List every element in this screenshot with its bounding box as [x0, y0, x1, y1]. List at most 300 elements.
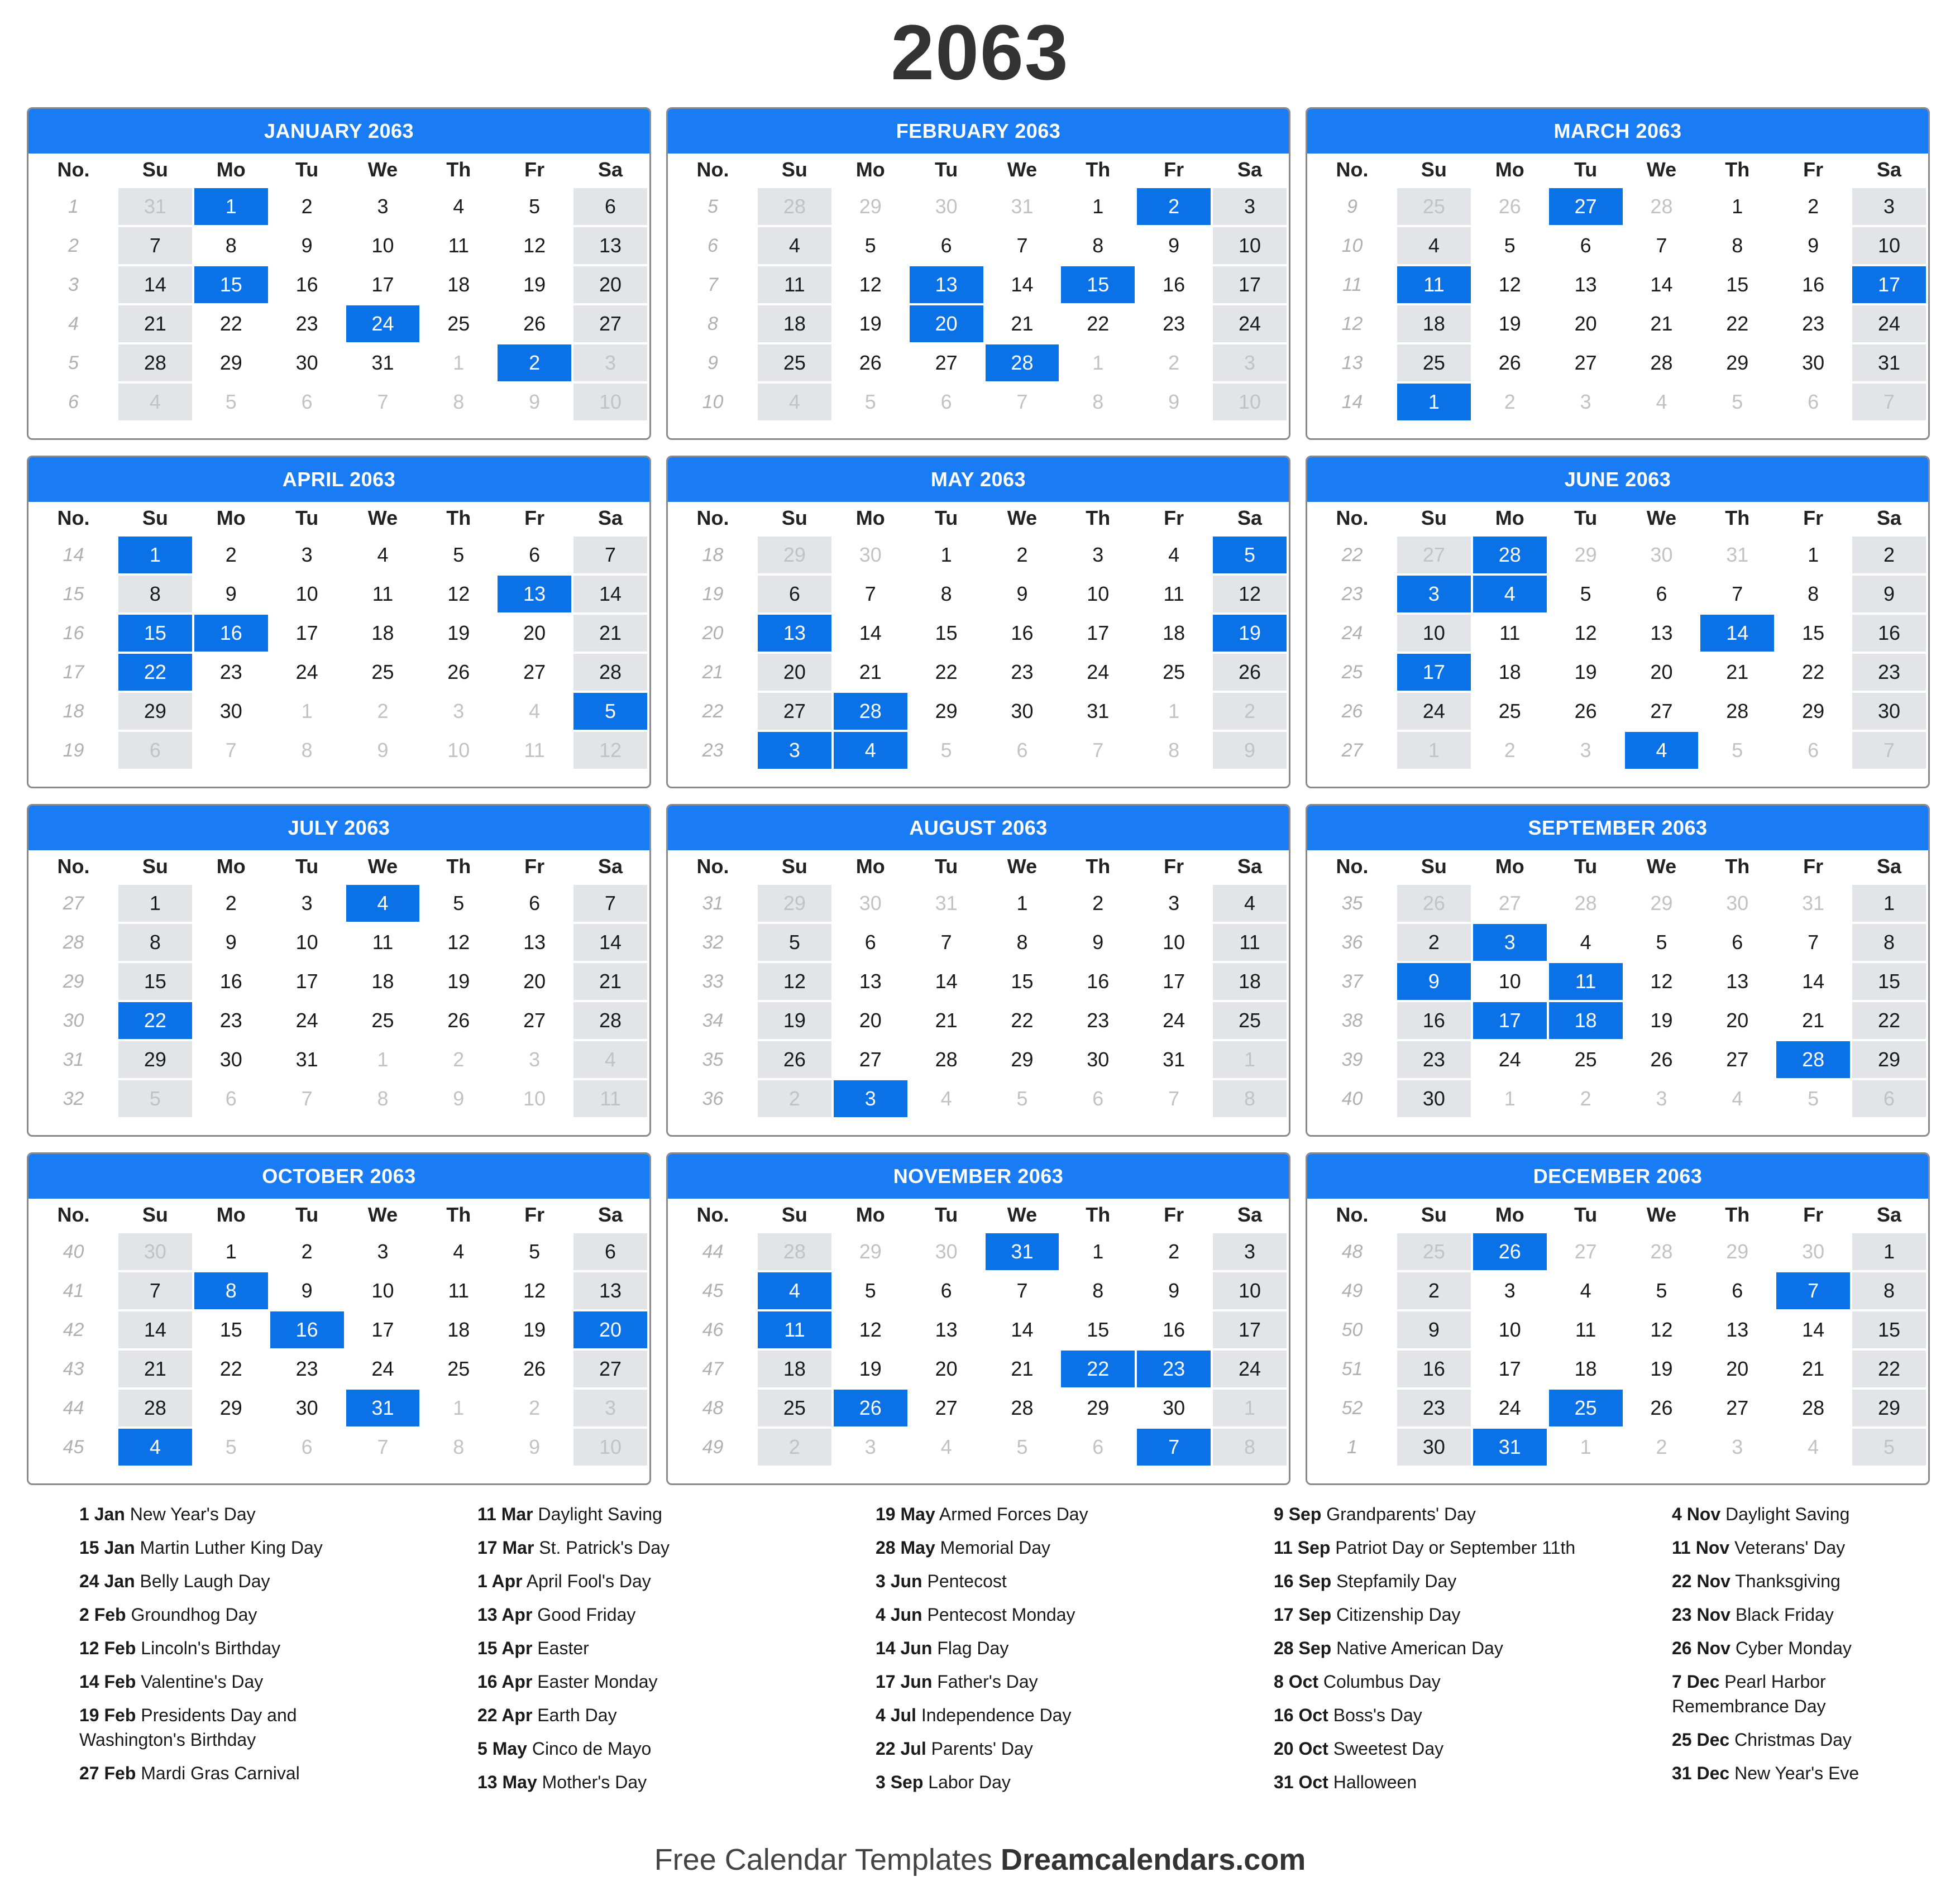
day-cell[interactable]: 24 [1472, 1389, 1548, 1428]
day-cell[interactable]: 14 [572, 574, 648, 614]
day-cell[interactable]: 31 [1136, 1040, 1212, 1079]
day-cell[interactable]: 29 [1060, 1389, 1136, 1428]
day-cell[interactable]: 1 [269, 692, 345, 731]
day-cell[interactable]: 3 [757, 731, 833, 770]
day-cell[interactable]: 10 [345, 226, 421, 265]
day-cell[interactable]: 7 [1699, 574, 1775, 614]
day-cell[interactable]: 5 [1851, 1428, 1927, 1467]
day-cell[interactable]: 30 [193, 692, 269, 731]
day-cell[interactable]: 2 [1624, 1428, 1700, 1467]
day-cell[interactable]: 23 [269, 1349, 345, 1389]
day-cell[interactable]: 4 [496, 692, 572, 731]
day-cell[interactable]: 5 [1624, 1271, 1700, 1310]
day-cell[interactable]: 10 [572, 1428, 648, 1467]
day-cell[interactable]: 26 [1624, 1389, 1700, 1428]
day-cell[interactable]: 1 [1548, 1428, 1624, 1467]
day-cell[interactable]: 4 [117, 382, 193, 422]
day-cell[interactable]: 28 [1624, 1232, 1700, 1271]
day-cell[interactable]: 4 [1699, 1079, 1775, 1118]
day-cell[interactable]: 4 [1396, 226, 1472, 265]
day-cell[interactable]: 4 [833, 731, 909, 770]
day-cell[interactable]: 1 [1699, 187, 1775, 226]
day-cell[interactable]: 15 [193, 265, 269, 304]
day-cell[interactable]: 7 [117, 226, 193, 265]
day-cell[interactable]: 16 [193, 962, 269, 1001]
day-cell[interactable]: 23 [1136, 1349, 1212, 1389]
day-cell[interactable]: 24 [269, 653, 345, 692]
day-cell[interactable]: 29 [117, 1040, 193, 1079]
day-cell[interactable]: 30 [1699, 884, 1775, 923]
day-cell[interactable]: 5 [193, 1428, 269, 1467]
day-cell[interactable]: 17 [1136, 962, 1212, 1001]
day-cell[interactable]: 28 [1472, 535, 1548, 574]
day-cell[interactable]: 9 [193, 574, 269, 614]
day-cell[interactable]: 3 [1212, 1232, 1288, 1271]
day-cell[interactable]: 8 [1060, 226, 1136, 265]
day-cell[interactable]: 9 [269, 226, 345, 265]
day-cell[interactable]: 16 [1851, 614, 1927, 653]
day-cell[interactable]: 14 [117, 265, 193, 304]
day-cell[interactable]: 18 [420, 265, 496, 304]
day-cell[interactable]: 10 [1212, 382, 1288, 422]
day-cell[interactable]: 26 [1212, 653, 1288, 692]
day-cell[interactable]: 13 [757, 614, 833, 653]
day-cell[interactable]: 22 [1060, 1349, 1136, 1389]
day-cell[interactable]: 6 [269, 1428, 345, 1467]
day-cell[interactable]: 9 [345, 731, 421, 770]
day-cell[interactable]: 16 [984, 614, 1060, 653]
day-cell[interactable]: 27 [833, 1040, 909, 1079]
day-cell[interactable]: 12 [757, 962, 833, 1001]
day-cell[interactable]: 1 [420, 343, 496, 382]
day-cell[interactable]: 20 [572, 1310, 648, 1349]
day-cell[interactable]: 2 [496, 1389, 572, 1428]
day-cell[interactable]: 11 [1548, 1310, 1624, 1349]
day-cell[interactable]: 29 [117, 692, 193, 731]
day-cell[interactable]: 5 [420, 884, 496, 923]
day-cell[interactable]: 1 [1060, 187, 1136, 226]
day-cell[interactable]: 22 [1060, 304, 1136, 343]
day-cell[interactable]: 3 [496, 1040, 572, 1079]
day-cell[interactable]: 20 [572, 265, 648, 304]
day-cell[interactable]: 27 [1548, 343, 1624, 382]
day-cell[interactable]: 8 [1851, 923, 1927, 962]
day-cell[interactable]: 17 [345, 1310, 421, 1349]
day-cell[interactable]: 31 [1060, 692, 1136, 731]
day-cell[interactable]: 19 [420, 614, 496, 653]
day-cell[interactable]: 4 [757, 382, 833, 422]
day-cell[interactable]: 29 [1624, 884, 1700, 923]
day-cell[interactable]: 26 [420, 1001, 496, 1040]
day-cell[interactable]: 30 [1136, 1389, 1212, 1428]
day-cell[interactable]: 19 [496, 265, 572, 304]
day-cell[interactable]: 21 [117, 304, 193, 343]
day-cell[interactable]: 17 [1060, 614, 1136, 653]
day-cell[interactable]: 12 [1624, 962, 1700, 1001]
day-cell[interactable]: 27 [1396, 535, 1472, 574]
day-cell[interactable]: 28 [572, 653, 648, 692]
day-cell[interactable]: 24 [345, 1349, 421, 1389]
day-cell[interactable]: 26 [833, 1389, 909, 1428]
day-cell[interactable]: 12 [1472, 265, 1548, 304]
day-cell[interactable]: 8 [345, 1079, 421, 1118]
day-cell[interactable]: 20 [496, 614, 572, 653]
day-cell[interactable]: 21 [572, 614, 648, 653]
day-cell[interactable]: 15 [1060, 1310, 1136, 1349]
day-cell[interactable]: 29 [1699, 343, 1775, 382]
day-cell[interactable]: 2 [1212, 692, 1288, 731]
day-cell[interactable]: 6 [833, 923, 909, 962]
day-cell[interactable]: 13 [1548, 265, 1624, 304]
day-cell[interactable]: 17 [269, 614, 345, 653]
day-cell[interactable]: 27 [1699, 1389, 1775, 1428]
day-cell[interactable]: 25 [1548, 1389, 1624, 1428]
day-cell[interactable]: 20 [1699, 1001, 1775, 1040]
day-cell[interactable]: 28 [757, 1232, 833, 1271]
day-cell[interactable]: 20 [1548, 304, 1624, 343]
day-cell[interactable]: 1 [1775, 535, 1851, 574]
day-cell[interactable]: 7 [1136, 1428, 1212, 1467]
day-cell[interactable]: 4 [1775, 1428, 1851, 1467]
day-cell[interactable]: 2 [269, 1232, 345, 1271]
day-cell[interactable]: 10 [1472, 962, 1548, 1001]
day-cell[interactable]: 3 [1212, 187, 1288, 226]
day-cell[interactable]: 21 [1624, 304, 1700, 343]
day-cell[interactable]: 1 [1851, 884, 1927, 923]
day-cell[interactable]: 10 [269, 574, 345, 614]
day-cell[interactable]: 8 [1851, 1271, 1927, 1310]
day-cell[interactable]: 29 [1851, 1389, 1927, 1428]
day-cell[interactable]: 28 [572, 1001, 648, 1040]
day-cell[interactable]: 3 [1699, 1428, 1775, 1467]
day-cell[interactable]: 3 [345, 1232, 421, 1271]
day-cell[interactable]: 21 [1775, 1001, 1851, 1040]
day-cell[interactable]: 1 [117, 535, 193, 574]
day-cell[interactable]: 7 [984, 226, 1060, 265]
day-cell[interactable]: 19 [1548, 653, 1624, 692]
day-cell[interactable]: 12 [420, 923, 496, 962]
day-cell[interactable]: 19 [757, 1001, 833, 1040]
day-cell[interactable]: 17 [1472, 1349, 1548, 1389]
day-cell[interactable]: 13 [909, 265, 984, 304]
day-cell[interactable]: 18 [345, 962, 421, 1001]
day-cell[interactable]: 8 [117, 574, 193, 614]
day-cell[interactable]: 5 [420, 535, 496, 574]
day-cell[interactable]: 24 [1212, 1349, 1288, 1389]
day-cell[interactable]: 15 [1699, 265, 1775, 304]
day-cell[interactable]: 5 [984, 1079, 1060, 1118]
day-cell[interactable]: 7 [1775, 1271, 1851, 1310]
day-cell[interactable]: 18 [1396, 304, 1472, 343]
day-cell[interactable]: 17 [1396, 653, 1472, 692]
day-cell[interactable]: 22 [1851, 1349, 1927, 1389]
day-cell[interactable]: 17 [1851, 265, 1927, 304]
day-cell[interactable]: 1 [1060, 343, 1136, 382]
day-cell[interactable]: 8 [1212, 1428, 1288, 1467]
day-cell[interactable]: 30 [193, 1040, 269, 1079]
day-cell[interactable]: 29 [1775, 692, 1851, 731]
day-cell[interactable]: 14 [1624, 265, 1700, 304]
day-cell[interactable]: 31 [345, 1389, 421, 1428]
day-cell[interactable]: 13 [909, 1310, 984, 1349]
day-cell[interactable]: 2 [1396, 923, 1472, 962]
day-cell[interactable]: 6 [1548, 226, 1624, 265]
day-cell[interactable]: 2 [193, 535, 269, 574]
day-cell[interactable]: 19 [1472, 304, 1548, 343]
day-cell[interactable]: 5 [193, 382, 269, 422]
day-cell[interactable]: 2 [193, 884, 269, 923]
day-cell[interactable]: 10 [1472, 1310, 1548, 1349]
day-cell[interactable]: 10 [1396, 614, 1472, 653]
day-cell[interactable]: 18 [420, 1310, 496, 1349]
day-cell[interactable]: 19 [420, 962, 496, 1001]
day-cell[interactable]: 29 [757, 884, 833, 923]
day-cell[interactable]: 5 [833, 226, 909, 265]
day-cell[interactable]: 20 [1699, 1349, 1775, 1389]
day-cell[interactable]: 7 [833, 574, 909, 614]
day-cell[interactable]: 2 [1136, 1232, 1212, 1271]
day-cell[interactable]: 6 [984, 731, 1060, 770]
day-cell[interactable]: 5 [833, 382, 909, 422]
day-cell[interactable]: 31 [909, 884, 984, 923]
day-cell[interactable]: 11 [345, 923, 421, 962]
day-cell[interactable]: 4 [1212, 884, 1288, 923]
day-cell[interactable]: 23 [193, 1001, 269, 1040]
day-cell[interactable]: 16 [193, 614, 269, 653]
day-cell[interactable]: 2 [757, 1428, 833, 1467]
day-cell[interactable]: 4 [420, 1232, 496, 1271]
day-cell[interactable]: 2 [1472, 731, 1548, 770]
day-cell[interactable]: 26 [1472, 187, 1548, 226]
day-cell[interactable]: 4 [420, 187, 496, 226]
day-cell[interactable]: 5 [1699, 731, 1775, 770]
day-cell[interactable]: 4 [757, 226, 833, 265]
day-cell[interactable]: 3 [345, 187, 421, 226]
day-cell[interactable]: 20 [833, 1001, 909, 1040]
day-cell[interactable]: 15 [1775, 614, 1851, 653]
day-cell[interactable]: 3 [1624, 1079, 1700, 1118]
day-cell[interactable]: 29 [833, 187, 909, 226]
day-cell[interactable]: 18 [1548, 1001, 1624, 1040]
day-cell[interactable]: 23 [1136, 304, 1212, 343]
day-cell[interactable]: 23 [1396, 1040, 1472, 1079]
day-cell[interactable]: 11 [420, 226, 496, 265]
day-cell[interactable]: 22 [1775, 653, 1851, 692]
day-cell[interactable]: 16 [269, 1310, 345, 1349]
day-cell[interactable]: 11 [1212, 923, 1288, 962]
day-cell[interactable]: 28 [1624, 343, 1700, 382]
day-cell[interactable]: 11 [345, 574, 421, 614]
day-cell[interactable]: 9 [193, 923, 269, 962]
day-cell[interactable]: 12 [1624, 1310, 1700, 1349]
day-cell[interactable]: 25 [757, 1389, 833, 1428]
day-cell[interactable]: 7 [1060, 731, 1136, 770]
day-cell[interactable]: 7 [572, 884, 648, 923]
day-cell[interactable]: 23 [1396, 1389, 1472, 1428]
day-cell[interactable]: 5 [1212, 535, 1288, 574]
day-cell[interactable]: 27 [1624, 692, 1700, 731]
day-cell[interactable]: 26 [1548, 692, 1624, 731]
day-cell[interactable]: 11 [496, 731, 572, 770]
day-cell[interactable]: 22 [984, 1001, 1060, 1040]
day-cell[interactable]: 16 [1060, 962, 1136, 1001]
day-cell[interactable]: 14 [572, 923, 648, 962]
day-cell[interactable]: 25 [1212, 1001, 1288, 1040]
day-cell[interactable]: 24 [1060, 653, 1136, 692]
day-cell[interactable]: 3 [1548, 382, 1624, 422]
day-cell[interactable]: 28 [909, 1040, 984, 1079]
day-cell[interactable]: 27 [572, 1349, 648, 1389]
day-cell[interactable]: 9 [1396, 962, 1472, 1001]
day-cell[interactable]: 5 [1548, 574, 1624, 614]
day-cell[interactable]: 4 [1136, 535, 1212, 574]
day-cell[interactable]: 2 [269, 187, 345, 226]
day-cell[interactable]: 17 [1472, 1001, 1548, 1040]
day-cell[interactable]: 14 [1699, 614, 1775, 653]
day-cell[interactable]: 27 [1699, 1040, 1775, 1079]
day-cell[interactable]: 8 [193, 226, 269, 265]
day-cell[interactable]: 14 [909, 962, 984, 1001]
day-cell[interactable]: 16 [1136, 1310, 1212, 1349]
day-cell[interactable]: 10 [1851, 226, 1927, 265]
day-cell[interactable]: 18 [1212, 962, 1288, 1001]
day-cell[interactable]: 2 [1851, 535, 1927, 574]
day-cell[interactable]: 2 [1136, 343, 1212, 382]
day-cell[interactable]: 26 [1472, 1232, 1548, 1271]
day-cell[interactable]: 1 [1212, 1389, 1288, 1428]
day-cell[interactable]: 13 [572, 226, 648, 265]
day-cell[interactable]: 10 [420, 731, 496, 770]
day-cell[interactable]: 18 [1472, 653, 1548, 692]
day-cell[interactable]: 8 [420, 1428, 496, 1467]
day-cell[interactable]: 27 [1548, 187, 1624, 226]
day-cell[interactable]: 3 [572, 343, 648, 382]
day-cell[interactable]: 21 [572, 962, 648, 1001]
day-cell[interactable]: 15 [117, 962, 193, 1001]
footer-link[interactable]: Dreamcalendars.com [1001, 1843, 1306, 1876]
day-cell[interactable]: 3 [572, 1389, 648, 1428]
day-cell[interactable]: 24 [345, 304, 421, 343]
day-cell[interactable]: 24 [269, 1001, 345, 1040]
day-cell[interactable]: 12 [572, 731, 648, 770]
day-cell[interactable]: 21 [984, 1349, 1060, 1389]
day-cell[interactable]: 6 [1775, 731, 1851, 770]
day-cell[interactable]: 31 [269, 1040, 345, 1079]
day-cell[interactable]: 16 [269, 265, 345, 304]
day-cell[interactable]: 5 [757, 923, 833, 962]
day-cell[interactable]: 3 [1396, 574, 1472, 614]
day-cell[interactable]: 7 [345, 382, 421, 422]
day-cell[interactable]: 7 [1851, 731, 1927, 770]
day-cell[interactable]: 21 [1699, 653, 1775, 692]
day-cell[interactable]: 27 [1472, 884, 1548, 923]
day-cell[interactable]: 9 [496, 1428, 572, 1467]
day-cell[interactable]: 16 [1396, 1349, 1472, 1389]
day-cell[interactable]: 7 [1851, 382, 1927, 422]
day-cell[interactable]: 1 [1396, 382, 1472, 422]
day-cell[interactable]: 30 [909, 187, 984, 226]
day-cell[interactable]: 13 [833, 962, 909, 1001]
day-cell[interactable]: 29 [1851, 1040, 1927, 1079]
day-cell[interactable]: 22 [193, 304, 269, 343]
day-cell[interactable]: 2 [757, 1079, 833, 1118]
day-cell[interactable]: 8 [1699, 226, 1775, 265]
day-cell[interactable]: 30 [1851, 692, 1927, 731]
day-cell[interactable]: 11 [1472, 614, 1548, 653]
day-cell[interactable]: 16 [1396, 1001, 1472, 1040]
day-cell[interactable]: 4 [572, 1040, 648, 1079]
day-cell[interactable]: 12 [496, 1271, 572, 1310]
day-cell[interactable]: 28 [1699, 692, 1775, 731]
day-cell[interactable]: 3 [1212, 343, 1288, 382]
day-cell[interactable]: 31 [1472, 1428, 1548, 1467]
day-cell[interactable]: 27 [1548, 1232, 1624, 1271]
day-cell[interactable]: 4 [1624, 731, 1700, 770]
day-cell[interactable]: 7 [193, 731, 269, 770]
day-cell[interactable]: 13 [572, 1271, 648, 1310]
day-cell[interactable]: 13 [496, 923, 572, 962]
day-cell[interactable]: 24 [1396, 692, 1472, 731]
day-cell[interactable]: 6 [1851, 1079, 1927, 1118]
day-cell[interactable]: 22 [193, 1349, 269, 1389]
day-cell[interactable]: 18 [1548, 1349, 1624, 1389]
day-cell[interactable]: 10 [572, 382, 648, 422]
day-cell[interactable]: 6 [909, 226, 984, 265]
day-cell[interactable]: 2 [1775, 187, 1851, 226]
day-cell[interactable]: 29 [909, 692, 984, 731]
day-cell[interactable]: 9 [1212, 731, 1288, 770]
day-cell[interactable]: 6 [572, 187, 648, 226]
day-cell[interactable]: 10 [1212, 226, 1288, 265]
day-cell[interactable]: 26 [420, 653, 496, 692]
day-cell[interactable]: 23 [193, 653, 269, 692]
day-cell[interactable]: 20 [909, 304, 984, 343]
day-cell[interactable]: 10 [1212, 1271, 1288, 1310]
day-cell[interactable]: 25 [345, 1001, 421, 1040]
day-cell[interactable]: 9 [269, 1271, 345, 1310]
day-cell[interactable]: 14 [1775, 962, 1851, 1001]
day-cell[interactable]: 9 [420, 1079, 496, 1118]
day-cell[interactable]: 25 [1136, 653, 1212, 692]
day-cell[interactable]: 16 [1136, 265, 1212, 304]
day-cell[interactable]: 6 [909, 382, 984, 422]
day-cell[interactable]: 6 [1624, 574, 1700, 614]
day-cell[interactable]: 8 [1212, 1079, 1288, 1118]
day-cell[interactable]: 8 [420, 382, 496, 422]
day-cell[interactable]: 31 [1699, 535, 1775, 574]
day-cell[interactable]: 30 [833, 884, 909, 923]
day-cell[interactable]: 8 [193, 1271, 269, 1310]
day-cell[interactable]: 6 [1775, 382, 1851, 422]
day-cell[interactable]: 31 [1775, 884, 1851, 923]
day-cell[interactable]: 2 [420, 1040, 496, 1079]
day-cell[interactable]: 8 [117, 923, 193, 962]
day-cell[interactable]: 11 [1548, 962, 1624, 1001]
day-cell[interactable]: 6 [1699, 1271, 1775, 1310]
day-cell[interactable]: 28 [1775, 1040, 1851, 1079]
day-cell[interactable]: 15 [1851, 1310, 1927, 1349]
day-cell[interactable]: 28 [1775, 1389, 1851, 1428]
day-cell[interactable]: 1 [1136, 692, 1212, 731]
day-cell[interactable]: 14 [984, 1310, 1060, 1349]
day-cell[interactable]: 23 [1060, 1001, 1136, 1040]
day-cell[interactable]: 17 [1212, 265, 1288, 304]
day-cell[interactable]: 20 [1624, 653, 1700, 692]
day-cell[interactable]: 30 [1396, 1428, 1472, 1467]
day-cell[interactable]: 14 [1775, 1310, 1851, 1349]
day-cell[interactable]: 11 [1396, 265, 1472, 304]
day-cell[interactable]: 5 [1775, 1079, 1851, 1118]
